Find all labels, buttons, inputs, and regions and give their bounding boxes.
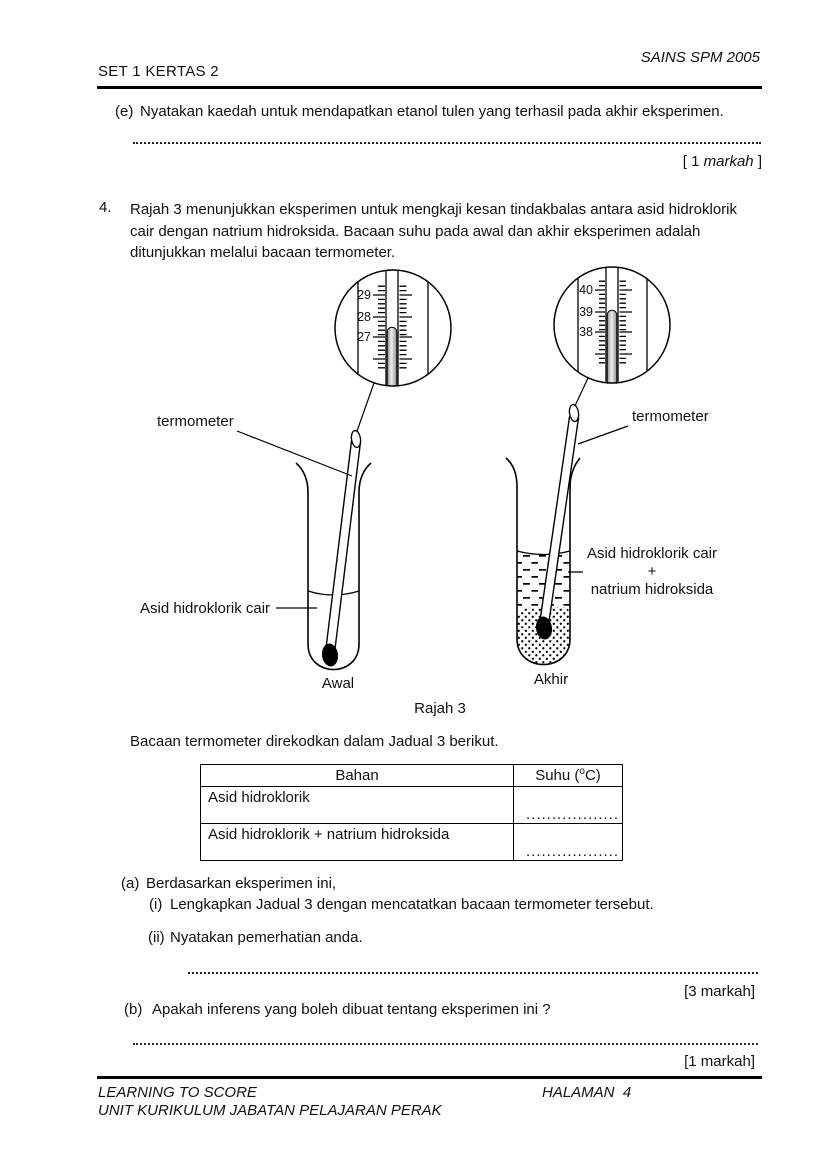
question-e-label: (e): [115, 103, 134, 120]
table-header-suhu: [514, 765, 623, 787]
right-liquid-label-line3: natrium hidroksida: [590, 581, 714, 598]
footer-rule: [97, 1076, 762, 1079]
left-thermometer-label: termometer: [157, 413, 234, 430]
question-e-answer-line: [133, 134, 761, 144]
right-scale-40: 40: [579, 283, 593, 297]
question-a-i-label: (i): [149, 896, 163, 913]
header-brand: SAINS SPM 2005: [640, 49, 760, 66]
marks-open: [ 1: [682, 153, 704, 170]
marks-close: ]: [753, 153, 762, 170]
experiment-diagram: [90, 258, 790, 703]
question-4-line2: cair dengan natrium hidroksida. Bacaan suhu pada awal dan akhir eksperimen adalah: [130, 222, 701, 240]
question-e-marks: [683, 153, 762, 170]
question-4-line1: Rajah 3 menunjukkan eksperimen untuk mengkaji kesan tindakbalas antara asid hidroklorik: [130, 201, 738, 218]
table-cell-suhu-1: [514, 787, 623, 824]
question-a-i-text: Lengkapkan Jadual 3 dengan mencatatkan bacaan termometer tersebut.: [170, 896, 654, 913]
left-test-tube: [140, 413, 371, 692]
left-scale-numbers: [357, 288, 371, 344]
right-scale-39: 39: [579, 305, 593, 319]
left-mercury-column: [387, 327, 397, 390]
question-a-ii-text: Nyatakan pemerhatian anda.: [170, 929, 363, 946]
question-4-number: 4.: [99, 199, 112, 216]
right-magnifier: [554, 263, 670, 408]
left-thermometer-leader-line: [237, 431, 352, 476]
right-test-tube: [506, 404, 717, 688]
question-b-answer-line: [133, 1035, 758, 1045]
header-set-title: SET 1 KERTAS 2: [98, 63, 219, 80]
suhu-header-pre: Suhu (: [535, 767, 580, 784]
table-cell-bahan-2: Asid hidroklorik + natrium hidroksida: [201, 824, 514, 861]
table-row: [201, 824, 623, 861]
marks-word: markah: [703, 153, 754, 170]
right-liquid-label-line1: Asid hidroklorik cair: [586, 545, 718, 562]
question-4-text: [130, 199, 737, 264]
question-a-label: (a): [121, 875, 140, 892]
table-intro: Bacaan termometer direkodkan dalam Jadual 3 berikut.: [130, 733, 499, 750]
suhu-header-post: C): [584, 767, 601, 784]
right-liquid-label: [587, 545, 717, 598]
question-e-text: Nyatakan kaedah untuk mendapatkan etanol tulen yang terhasil pada akhir eksperimen.: [140, 103, 724, 120]
table-row: [201, 787, 623, 824]
jadual-3: [200, 764, 623, 861]
suhu-answer-dots-1: ..................: [525, 806, 619, 823]
left-magnifier: [335, 266, 451, 434]
left-scale-27: 27: [357, 330, 371, 344]
table-cell-bahan-1: Asid hidroklorik: [201, 787, 514, 824]
right-mercury-column: [607, 310, 617, 387]
right-thermometer-leader-line: [578, 426, 628, 444]
left-stage-label: Awal: [321, 675, 355, 692]
left-magnifier-leader-line: [356, 383, 374, 434]
left-liquid-label: Asid hidroklorik cair: [140, 600, 271, 617]
question-b-marks: [1 markah]: [684, 1053, 755, 1070]
diagram-caption: Rajah 3: [414, 700, 466, 717]
right-liquid-label-line2: +: [647, 563, 657, 580]
table-header-bahan: Bahan: [201, 765, 514, 787]
question-b-text: Apakah inferens yang boleh dibuat tentang eksperimen ini ?: [152, 1001, 551, 1018]
left-scale-28: 28: [357, 310, 371, 324]
suhu-answer-dots-2: ..................: [525, 843, 619, 860]
left-scale-29: 29: [357, 288, 371, 302]
right-scale-numbers: [579, 283, 593, 339]
right-magnifier-leader-line: [574, 378, 588, 408]
table-cell-suhu-2: [514, 824, 623, 861]
footer-left-line1: LEARNING TO SCORE: [98, 1084, 257, 1101]
right-thermometer-label: termometer: [632, 408, 709, 425]
question-a-text: Berdasarkan eksperimen ini,: [146, 875, 337, 892]
footer-page-number: HALAMAN 4: [542, 1084, 632, 1101]
right-scale-38: 38: [579, 325, 593, 339]
footer-left-line2: UNIT KURIKULUM JABATAN PELAJARAN PERAK: [98, 1102, 442, 1119]
left-thermometer-bulb: [321, 643, 340, 668]
question-b-label: (b): [124, 1001, 143, 1018]
question-a-ii-label: (ii): [148, 929, 165, 946]
degree-sup: o: [579, 766, 585, 777]
header-rule: [97, 86, 762, 89]
question-4-line3: ditunjukkan melalui bacaan termometer.: [130, 244, 396, 261]
question-a-marks: [3 markah]: [684, 983, 755, 1000]
question-a-answer-line: [188, 964, 758, 974]
table-header-row: [201, 765, 623, 787]
right-stage-label: Akhir: [533, 671, 569, 688]
